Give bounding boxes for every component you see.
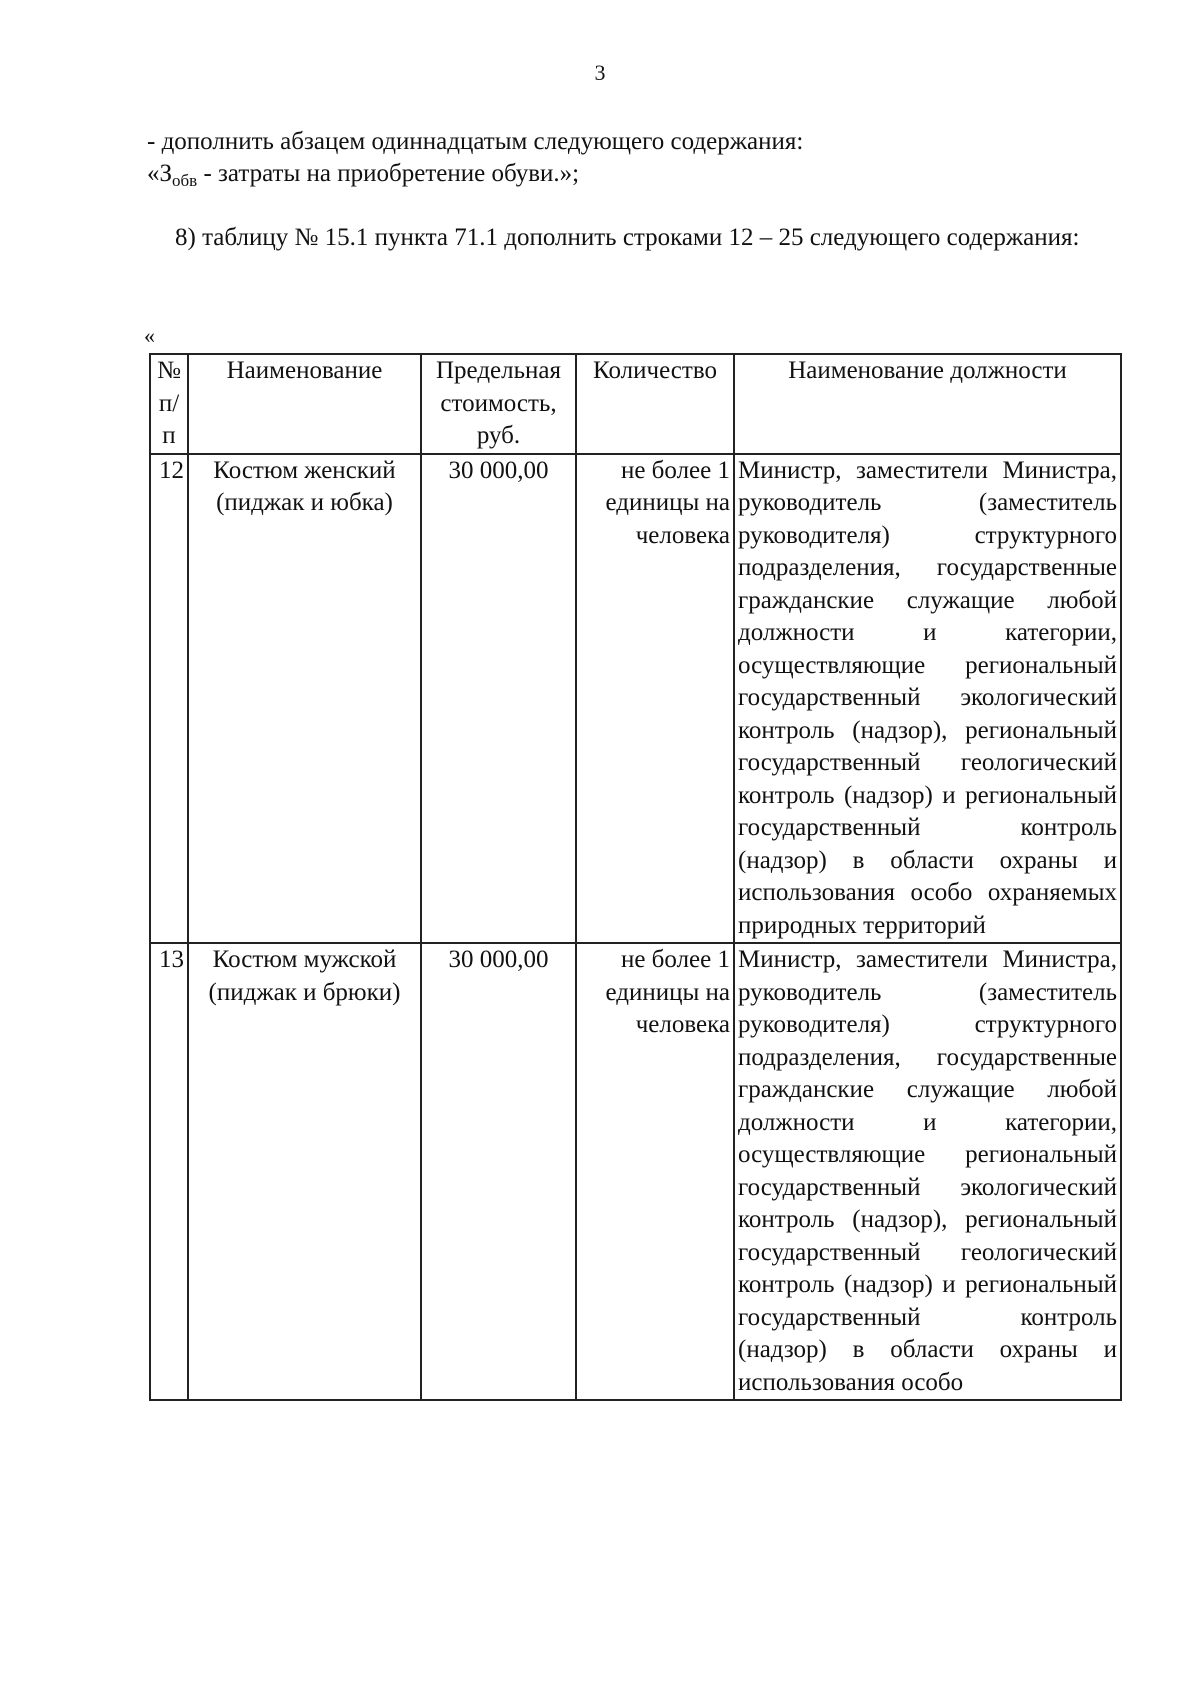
header-position: Наименование должности — [734, 354, 1121, 454]
table-row — [150, 454, 1121, 944]
page-number: 3 — [594, 60, 606, 85]
row-name: Костюм женский (пиджак и юбка) — [188, 454, 421, 944]
row-position: Министр, заместители Министра, руководитель (заместитель руководителя) структурного подразделения, государственные гражданские служащие любой должности и категории, осуществляющие региональный государственный экологический контроль (надзор), региональный государственный геологический контроль (надзор) и региональный государственный контроль (надзор) в области охраны и использования особо — [734, 943, 1121, 1400]
header-num: № п/п — [150, 354, 188, 454]
intro-line-2-prefix: «З — [147, 160, 173, 187]
row-qty: не более 1 единицы на человека — [576, 454, 734, 944]
intro-line-1: - дополнить абзацем одиннадцатым следующего содержания: — [147, 128, 804, 155]
table-header-row — [150, 354, 1121, 454]
row-position: Министр, заместители Министра, руководитель (заместитель руководителя) структурного подразделения, государственные гражданские служащие любой должности и категории, осуществляющие региональный государственный экологический контроль (надзор), региональный государственный геологический контроль (надзор) и региональный государственный контроль (надзор) в области охраны и использования особо охраняемых природных территорий — [734, 454, 1121, 944]
intro-line-2 — [147, 158, 579, 197]
row-price: 30 000,00 — [421, 943, 576, 1400]
paragraph-8: 8) таблицу № 15.1 пункта 71.1 дополнить строками 12 – 25 следующего содержания: — [175, 224, 1080, 251]
items-table — [149, 353, 1122, 1401]
header-name: Наименование — [188, 354, 421, 454]
table-open-quote: « — [144, 323, 155, 348]
header-qty: Количество — [576, 354, 734, 454]
table-row — [150, 943, 1121, 1400]
row-qty: не более 1 единицы на человека — [576, 943, 734, 1400]
row-name: Костюм мужской (пиджак и брюки) — [188, 943, 421, 1400]
row-price: 30 000,00 — [421, 454, 576, 944]
row-num: 12 — [150, 454, 188, 944]
row-num: 13 — [150, 943, 188, 1400]
intro-line-2-rest: - затраты на приобретение обуви.»; — [197, 160, 580, 187]
header-price: Предельная стоимость, руб. — [421, 354, 576, 454]
intro-line-2-subscript: обв — [172, 171, 198, 190]
